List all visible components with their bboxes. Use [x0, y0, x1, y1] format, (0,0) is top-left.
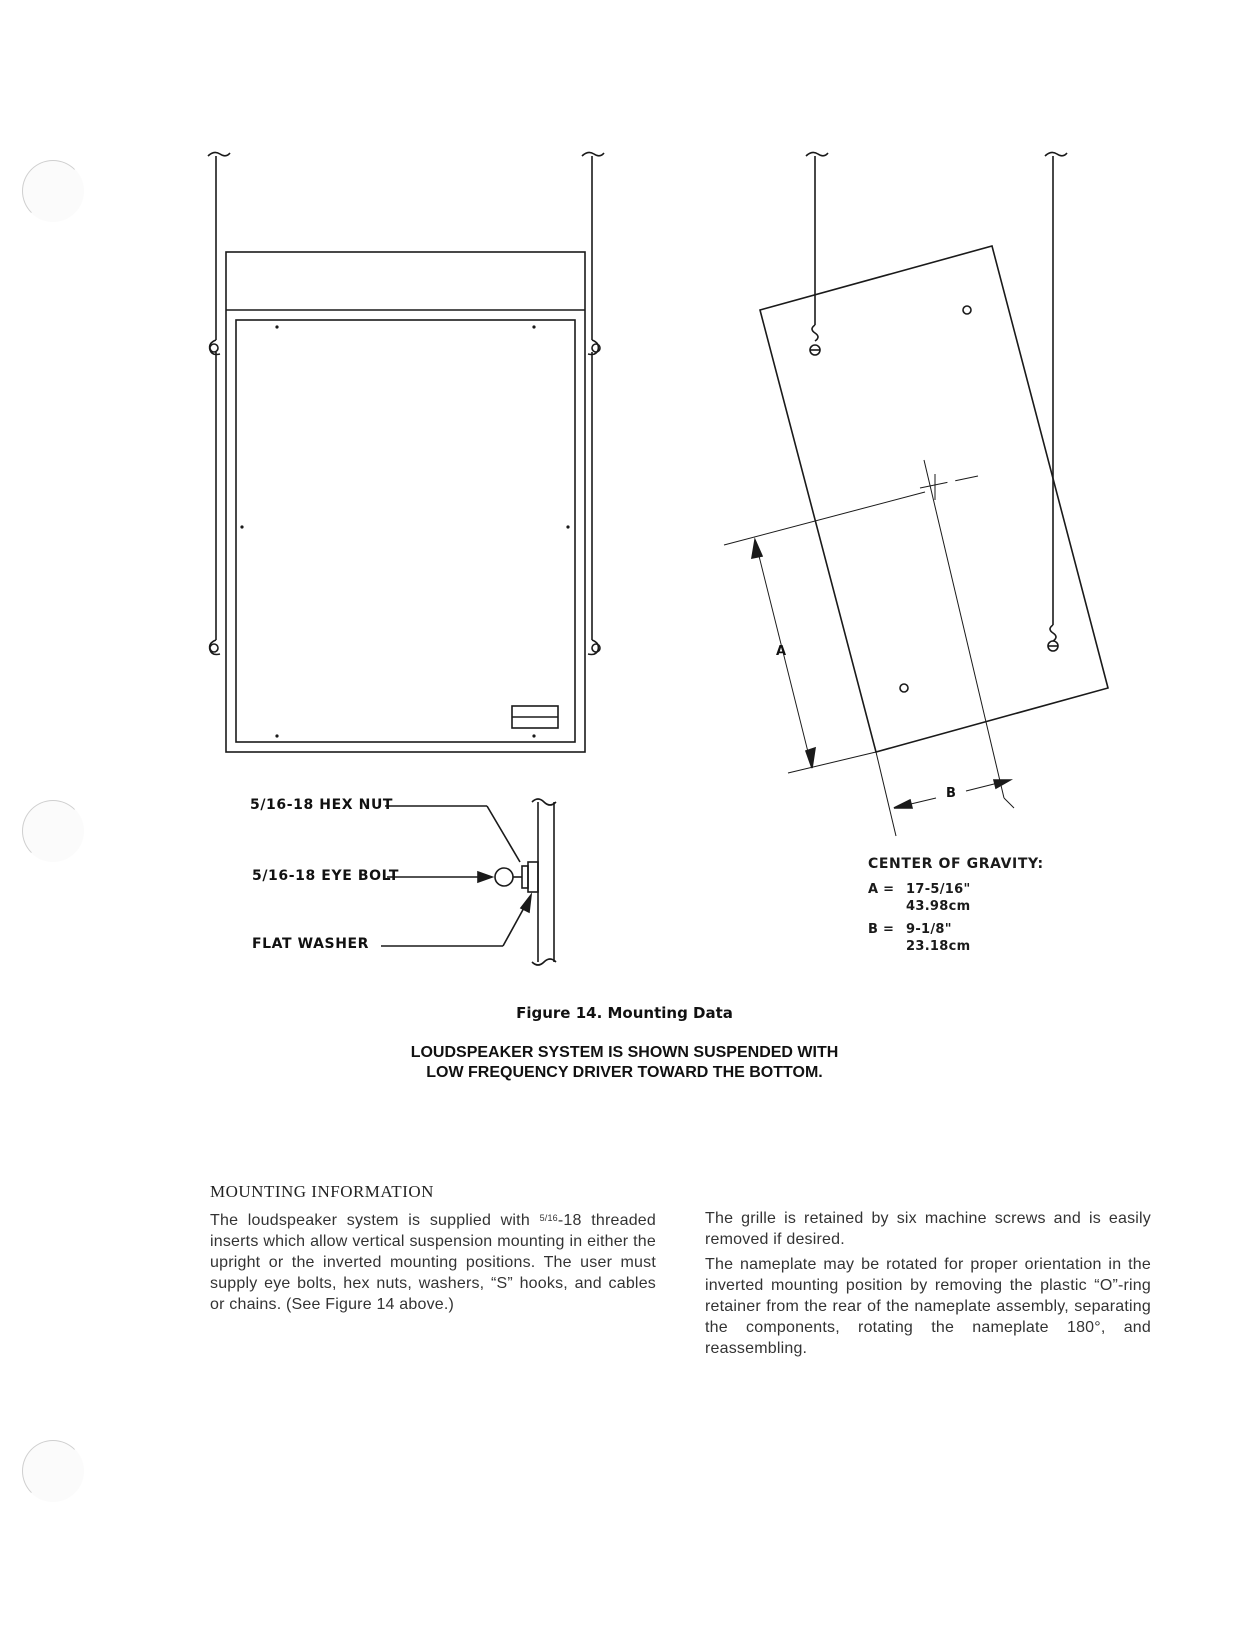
- right-paragraph-2: The nameplate may be rotated for proper orientation in the inverted mounting position by removing the plastic “O”-ring retainer from the rear of the nameplate assembly, separating the components, rotating the nameplate 180°, and reassembling.: [705, 1256, 1151, 1357]
- binder-hole-bottom: [22, 1440, 84, 1502]
- cog-a-label: A =: [868, 882, 895, 897]
- tilted-cabinet-outline: [760, 246, 1108, 752]
- dimension-b-label: B: [946, 786, 957, 801]
- figure-caption: Figure 14. Mounting Data: [516, 1004, 733, 1022]
- eye-bolt-label: 5/16-18 EYE BOLT: [252, 868, 399, 884]
- right-paragraph-1: The grille is retained by six machine screws and is easily removed if desired.: [705, 1210, 1151, 1248]
- right-cable-top-hook: [582, 152, 604, 156]
- cog-centerline: [924, 460, 1004, 798]
- figure-note-line1: LOUDSPEAKER SYSTEM IS SHOWN SUSPENDED WITH: [410, 1044, 839, 1061]
- cog-a-inches: 17-5/16": [906, 882, 971, 897]
- dim-a-extension-top: [724, 492, 925, 545]
- cog-b-inches: 9-1/8": [906, 922, 952, 937]
- figure-note-line2: LOW FREQUENCY DRIVER TOWARD THE BOTTOM.: [426, 1064, 823, 1081]
- eye-bolt-eye: [495, 868, 513, 886]
- left-paragraph: [210, 1208, 656, 1315]
- upright-cabinet-view: [208, 152, 604, 752]
- hex-nut-label: 5/16-18 HEX NUT: [250, 797, 394, 813]
- cog-a-cm: 43.98cm: [906, 899, 971, 914]
- dim-b-extension-left: [876, 752, 896, 836]
- tilted-insert-top: [963, 306, 971, 314]
- grille-panel: [236, 320, 575, 742]
- tilted-cabinet-view: [724, 152, 1108, 836]
- left-cable-top-hook: [208, 152, 230, 156]
- grille-screws: [240, 325, 569, 737]
- cog-b-cm: 23.18cm: [906, 939, 971, 954]
- section-title: MOUNTING INFORMATION: [210, 1182, 434, 1201]
- thread-fraction: 5/16: [539, 1213, 558, 1223]
- dim-a-extension-bottom: [788, 752, 876, 773]
- right-column: [705, 1208, 1151, 1363]
- cog-b-label: B =: [868, 922, 895, 937]
- hardware-detail: [381, 799, 556, 965]
- dimension-a-label: A: [776, 644, 787, 659]
- flat-washer-label: FLAT WASHER: [252, 936, 370, 952]
- hex-nut-shape: [528, 862, 538, 892]
- center-of-gravity-title: CENTER OF GRAVITY:: [868, 856, 1044, 872]
- left-paragraph-start: The loudspeaker system is supplied with: [210, 1212, 540, 1229]
- cabinet-outline: [226, 252, 585, 752]
- dim-b-extension-right: [1004, 798, 1014, 808]
- left-column: [210, 1208, 656, 1319]
- left-paragraph-rest: -18 threaded inserts which allow vertical suspension mounting in either the upright or the inverted mounting positions. The user must supply eye bolts, hex nuts, washers, “S” hooks, and cables or chains. (See Figure 14 above.): [210, 1212, 657, 1313]
- tilted-insert-bottom: [900, 684, 908, 692]
